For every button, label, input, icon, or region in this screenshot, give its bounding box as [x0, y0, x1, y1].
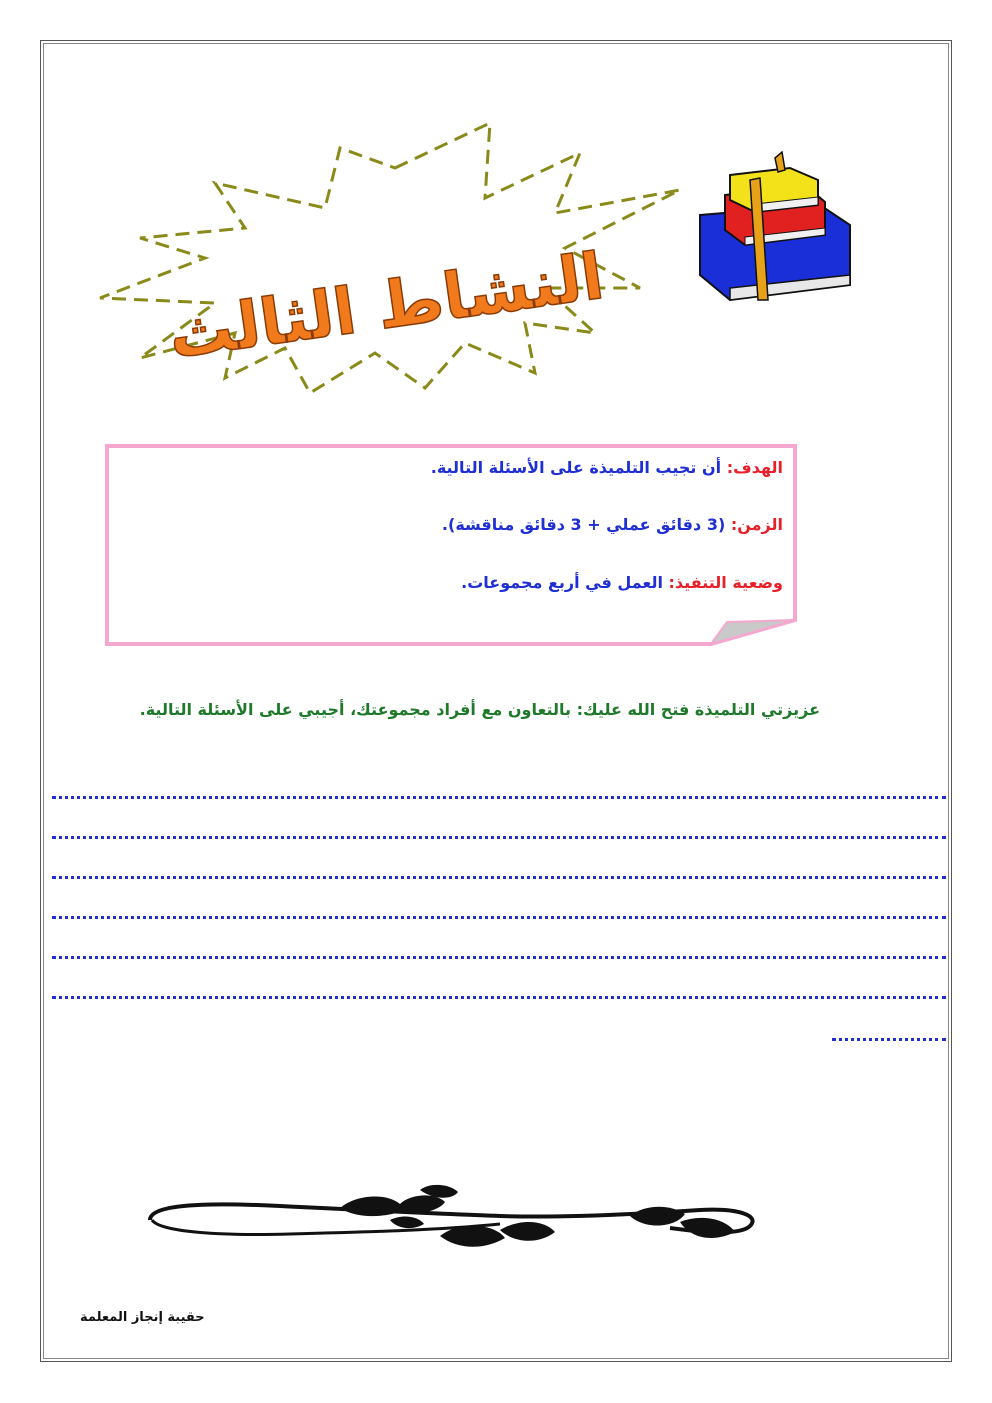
setup-text: العمل في أربع مجموعات.: [461, 573, 663, 592]
setup-label: وضعية التنفيذ:: [668, 573, 783, 592]
instruction-text: عزيزتي التلميذة فتح الله عليك: بالتعاون مع أفراد مجموعتك، أجيبي على الأسئلة التالية.: [139, 700, 820, 719]
footer-text: حقيبة إنجاز المعلمة: [80, 1310, 205, 1325]
answer-line[interactable]: [52, 916, 946, 919]
objective-line: [431, 458, 783, 477]
answer-line[interactable]: [52, 796, 946, 799]
activity-title: النشاط الثالث: [164, 239, 609, 375]
activity-info-card: [105, 444, 797, 646]
ornament-divider: [140, 1180, 780, 1260]
time-label: الزمن:: [730, 515, 783, 534]
answer-line[interactable]: [52, 876, 946, 879]
answer-line[interactable]: [52, 836, 946, 839]
answer-line[interactable]: [52, 996, 946, 999]
books-icon: [690, 150, 860, 310]
objective-label: الهدف:: [726, 458, 783, 477]
answer-line-short[interactable]: [832, 1038, 946, 1041]
title-burst: [95, 118, 695, 408]
time-text: (3 دقائق عملي + 3 دقائق مناقشة).: [441, 515, 726, 534]
time-line: [442, 515, 783, 534]
answer-line[interactable]: [52, 956, 946, 959]
setup-line: [461, 573, 783, 592]
objective-text: أن تجيب التلميذة على الأسئلة التالية.: [430, 458, 722, 477]
